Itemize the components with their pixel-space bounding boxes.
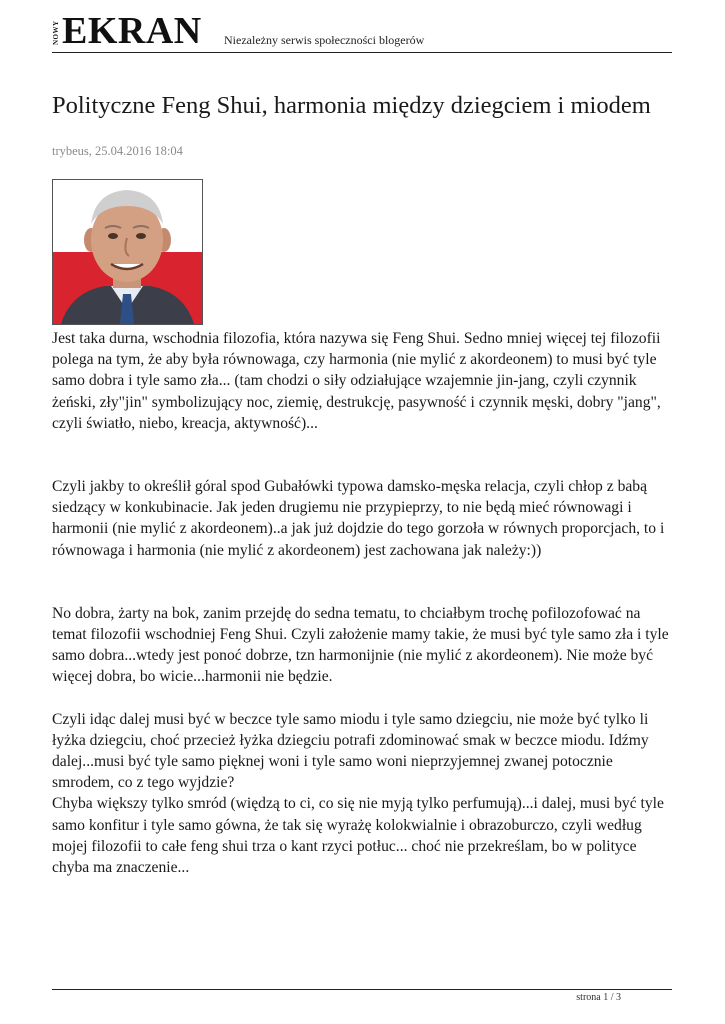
portrait-image — [53, 180, 202, 324]
paragraph-1: Jest taka durna, wschodnia filozofia, która nazywa się Feng Shui. Sedno mniej więcej tej filozofii polega na tym, że aby była równowaga, czy harmonia (nie mylić z akordeonem) to musi być tyle samo dobra i tyle samo zła... (tam chodzi o siły odziałujące wzajemnie jin-jang, czyli czynnik żeński, zły"jin" symbolizujący noc, ziemię, destrukcję, pasywność i czynnik męski, dobry "jang", czyli światło, niebo, kreacja, aktywność)... — [52, 330, 661, 432]
article-meta: trybeus, 25.04.2016 18:04 — [52, 144, 183, 158]
paragraph-4: Czyli idąc dalej musi być w beczce tyle samo miodu i tyle samo dziegciu, nie może być tylko li łyżka dziegciu, choć przecież łyżka dziegciu potrafi zdominować smak w beczce miodu. Idźmy dalej...musi być tyle samo pięknej woni i tyle samo woni nieprzyjemnej zwanej potocznie smrodem, co z tego wyjdzie? — [52, 710, 649, 792]
paragraph-5: Chyba większy tylko smród (więdzą to ci, co się nie myją tylko perfumują)...i dalej, musi być tyle samo konfitur i tyle samo gówna, że tak się wyrażę kolokwialnie i obrazoburczo, czyli według mojej filozofii to całe feng shui trza o kant rzyci potłuc... choć nie przekreślam, bo w polityce chyba ma znaczenie... — [52, 795, 664, 877]
footer-divider — [52, 989, 672, 990]
article-body — [52, 328, 677, 878]
logo-main-text: EKRAN — [62, 10, 202, 52]
site-logo[interactable] — [52, 10, 202, 52]
page-number: strona 1 / 3 — [576, 992, 621, 1003]
site-tagline: Niezależny serwis społeczności blogerów — [224, 33, 425, 47]
site-header — [52, 10, 672, 53]
author-photo — [52, 179, 203, 325]
paragraph-3: No dobra, żarty na bok, zanim przejdę do sedna tematu, to chciałbym trochę pofilozofować na temat filozofii wschodniej Feng Shui. Czyli założenie mamy takie, że musi być tyle samo zła i tyle samo dobra...wtedy jest ponoć dobrze, tzn harmonijnie (nie mylić z akordeonem). Nie może być więcej dobra, bo wicie...harmonii nie będzie. — [52, 604, 669, 686]
article-title: Polityczne Feng Shui, harmonia między dziegciem i miodem — [52, 92, 651, 119]
logo-small-text: NOWY — [52, 20, 60, 46]
paragraph-2: Czyli jakby to określił góral spod Gubałówki typowa damsko-męska relacja, czyli chłop z babą siedzący w konkubinacie. Jak jeden drugiemu nie przypieprzy, to nie będą mieć równowagi i harmonii (nie mylić z akordeonem)..a jak już dojdzie do tego gorzoła w równych proporcjach, to i równowaga i harmonia (nie mylić z akordeonem) jest zachowana jak należy:)) — [52, 478, 665, 559]
